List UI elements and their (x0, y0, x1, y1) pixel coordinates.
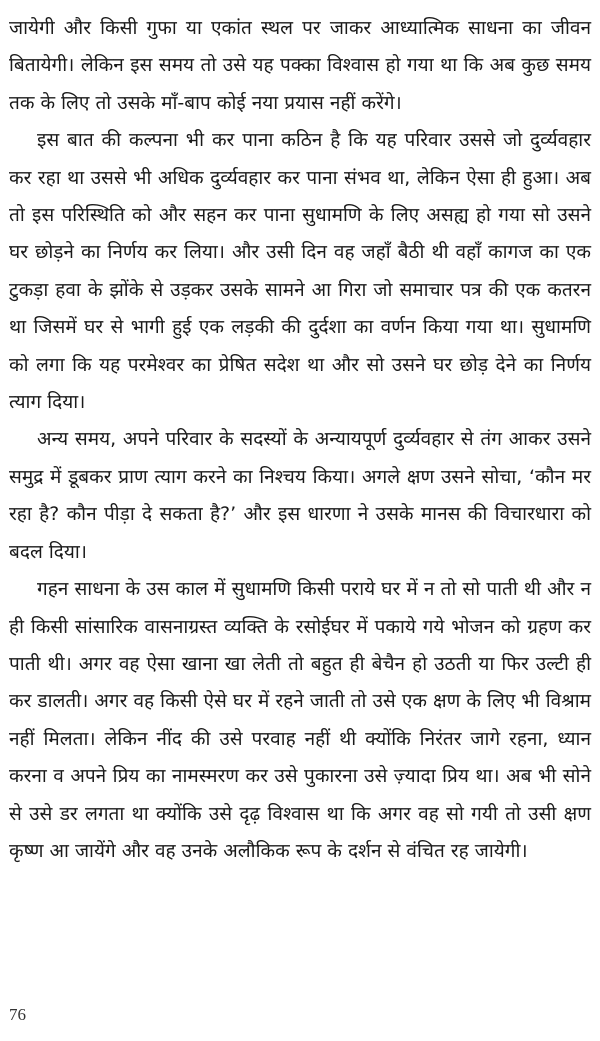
paragraph: अन्य समय, अपने परिवार के सदस्यों के अन्यायपूर्ण दुर्व्यवहार से तंग आकर उसने समुद्र में डूबकर प्राण त्याग करने का निश्चय किया। अगले क्षण उसने सोचा, ‘कौन मर रहा है? कौन पीड़ा दे सकता है?’ और इस धारणा ने उसके मानस की विचारधारा को बदल दिया। (9, 428, 591, 563)
paragraph: इस बात की कल्पना भी कर पाना कठिन है कि यह परिवार उससे जो दुर्व्यवहार कर रहा था उससे भी अधिक दुर्व्यवहार कर पाना संभव था, लेकिन ऐसा ही हुआ। अब तो इस परिस्थिति को और सहन कर पाना सुधामणि के लिए असह्य हो गया सो उसने घर छोड़ने का निर्णय कर लिया। और उसी दिन वह जहाँ बैठी थी वहाँ कागज का एक टुकड़ा हवा के झोंके से उड़कर उसके सामने आ गिरा जो समाचार पत्र की एक कतरन था जिसमें घर से भागी हुई एक लड़की की दुर्दशा का वर्णन किया गया था। सुधामणि को लगा कि यह परमेश्वर का प्रेषित सदेश था और सो उसने घर छोड़ देने का निर्णय त्याग दिया। (9, 129, 591, 414)
paragraph: गहन साधना के उस काल में सुधामणि किसी पराये घर में न तो सो पाती थी और न ही किसी सांसारिक वासनाग्रस्त व्यक्ति के रसोईघर में पकाये गये भोजन को ग्रहण कर पाती थी। अगर वह ऐसा खाना खा लेती तो बहुत ही बेचैन हो उठती या फिर उल्टी ही कर डालती। अगर वह किसी ऐसे घर में रहने जाती तो उसे एक क्षण के लिए भी विश्राम नहीं मिलता। लेकिन नींद की उसे परवाह नहीं थी क्योंकि निरंतर जागे रहना, ध्यान करना व अपने प्रिय का नामस्मरण कर उसे पुकारना उसे ज़्यादा प्रिय था। अब भी सोने से उसे डर लगता था क्योंकि उसे दृढ़ विश्वास था कि अगर वह सो गयी तो उसी क्षण कृष्ण आ जायेंगे और वह उनके अलौकिक रूप के दर्शन से वंचित रह जायेगी। (9, 578, 591, 862)
body-text (9, 10, 591, 870)
page-number: 76 (9, 1005, 26, 1024)
paragraph-continued: जायेगी और किसी गुफा या एकांत स्थल पर जाकर आध्यात्मिक साधना का जीवन बितायेगी। लेकिन इस समय तो उसे यह पक्का विश्वास हो गया था कि अब कुछ समय तक के लिए तो उसके माँ-बाप कोई नया प्रयास नहीं करेंगे। (9, 17, 591, 114)
